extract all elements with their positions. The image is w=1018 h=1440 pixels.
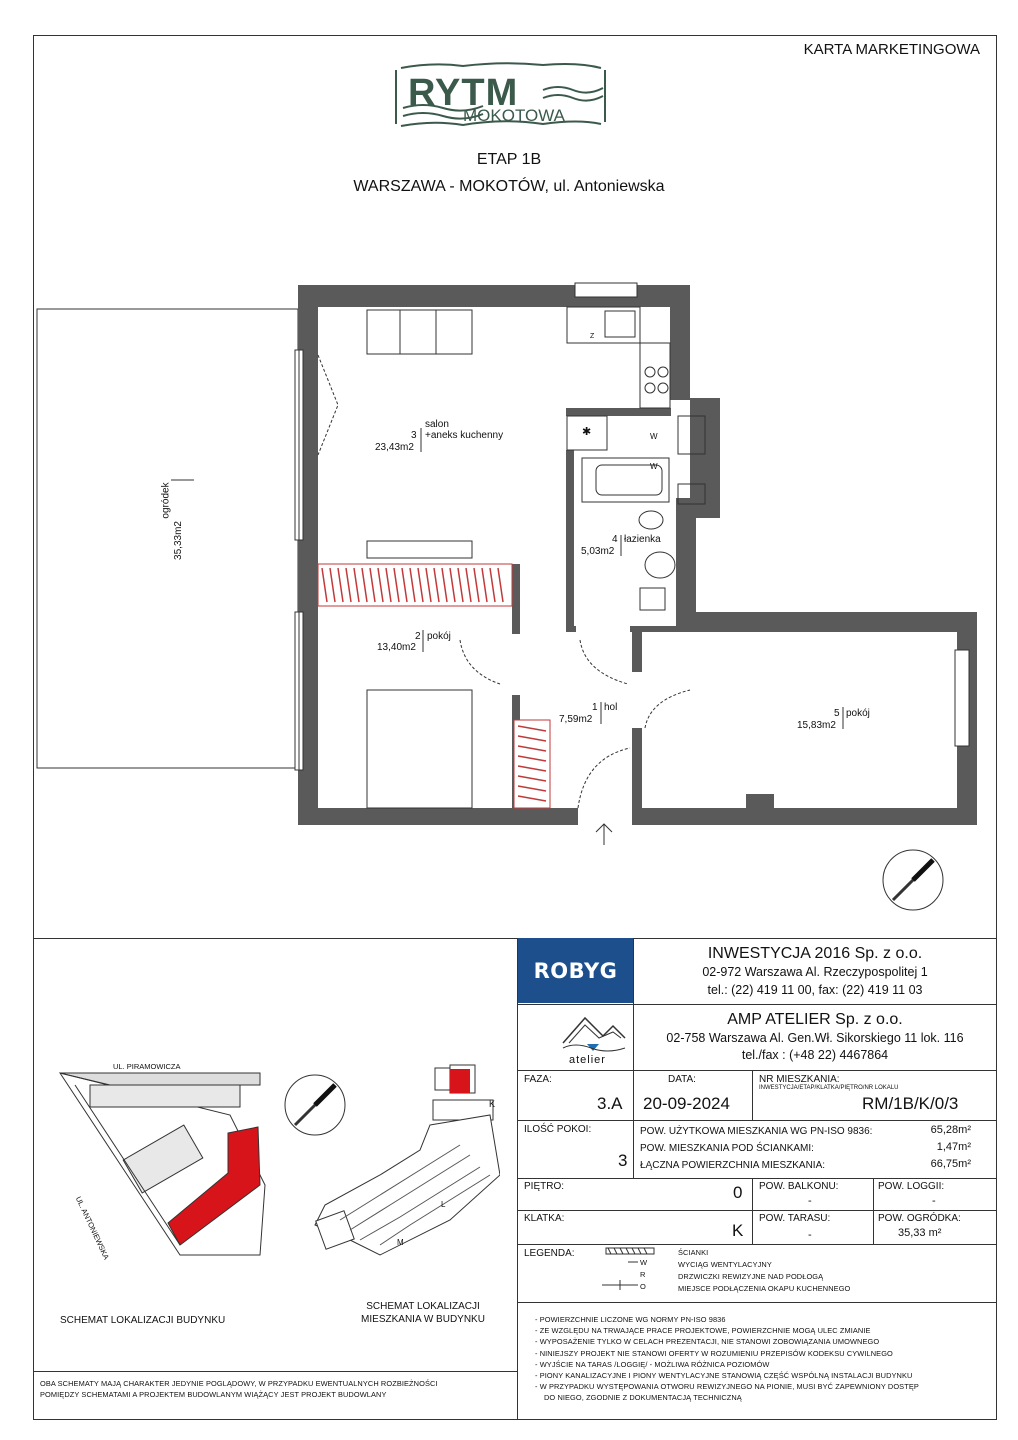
legend-sym-o: O <box>640 1282 646 1291</box>
room-1-area: 7,59m2 <box>559 714 593 725</box>
faza-label: FAZA: <box>524 1074 552 1085</box>
floor-value: 0 <box>733 1183 743 1202</box>
room-5-num: 5 <box>834 708 840 719</box>
room-2-name: pokój <box>427 631 451 642</box>
total-label: ŁĄCZNA POWIERZCHNIA MIESZKANIA: <box>640 1160 826 1171</box>
street-antoniewska: UL. ANTONIEWSKA <box>73 1195 112 1262</box>
stair-value: K <box>732 1221 744 1240</box>
flat-caption-2: MIESZKANIA W BUDYNKU <box>361 1314 485 1325</box>
address-title: WARSZAWA - MOKOTÓW, ul. Antoniewska <box>353 178 665 195</box>
room-1-num: 1 <box>592 702 598 713</box>
architect-name: AMP ATELIER Sp. z o.o. <box>727 1011 903 1028</box>
room-3-num: 3 <box>411 430 417 441</box>
room-5-area: 15,83m2 <box>797 720 836 731</box>
room-2-area: 13,40m2 <box>377 642 416 653</box>
nr-sub: INWESTYCJA/ETAP/KLATKA/PIĘTRO/NR LOKALU <box>759 1085 899 1091</box>
stair-label: KLATKA: <box>524 1213 565 1224</box>
flat-caption-1: SCHEMAT LOKALIZACJI <box>366 1301 480 1312</box>
logo-sub-text: MOKOTOWA <box>463 106 565 125</box>
marker-k: K <box>489 1099 496 1109</box>
street-piramowicza: UL. PIRAMOWICZA <box>113 1062 181 1071</box>
investor-phone: tel.: (22) 419 11 00, fax: (22) 419 11 03 <box>707 983 923 997</box>
faza-value: 3.A <box>597 1094 623 1113</box>
legend-item-3: DRZWICZKI REWIZYJNE NAD PODŁOGĄ <box>678 1272 824 1281</box>
fixture-w1: W <box>650 432 658 441</box>
rooms-label: ILOŚĆ POKOI: <box>524 1124 592 1135</box>
legend-item-4: MIEJSCE PODŁĄCZENIA OKAPU KUCHENNEGO <box>678 1284 851 1293</box>
legend-sym-w: W <box>640 1258 648 1267</box>
room-5-name: pokój <box>846 708 870 719</box>
fixture-w2: W <box>650 462 658 471</box>
data-value: 20-09-2024 <box>643 1094 730 1113</box>
robyg-logo: ROBYG <box>518 938 633 1003</box>
terrace-value: - <box>808 1229 812 1241</box>
building-caption: SCHEMAT LOKALIZACJI BUDYNKU <box>60 1315 226 1326</box>
legend-symbols <box>600 1246 660 1292</box>
room-1-name: hol <box>604 702 618 713</box>
nr-value: RM/1B/K/0/3 <box>862 1094 959 1113</box>
architect-address: 02-758 Warszawa Al. Gen.Wł. Sikorskiego 11 lok. 116 <box>666 1031 964 1045</box>
location-schemes <box>50 1055 500 1315</box>
marker-m: M <box>397 1238 404 1247</box>
garden-value: 35,33 m² <box>898 1227 942 1239</box>
legend-item-2: WYCIĄG WENTYLACYJNY <box>678 1260 772 1269</box>
room-4-num: 4 <box>612 534 618 545</box>
atelier-logo: atelier <box>555 1008 627 1068</box>
legend-sym-r: R <box>640 1270 646 1279</box>
loggia-value: - <box>932 1195 936 1207</box>
architect-phone: tel./fax : (+48 22) 4467864 <box>741 1048 889 1062</box>
walls <box>298 285 977 825</box>
stage-title: ETAP 1B <box>476 151 542 168</box>
fixture-z: Z <box>590 333 595 340</box>
garden-area-label: 35,33m2 <box>172 521 184 560</box>
room-4-name: łazienka <box>624 534 661 545</box>
under-walls-label: POW. MIESZKANIA POD ŚCIANKAMI: <box>640 1143 814 1154</box>
investor-name: INWESTYCJA 2016 Sp. z o.o. <box>707 945 923 962</box>
usable-label: POW. UŻYTKOWA MIESZKANIA WG PN-ISO 9836: <box>640 1126 873 1137</box>
room-3-area: 23,43m2 <box>375 442 414 453</box>
room-2-num: 2 <box>415 631 421 642</box>
disclaimer-line-2: POMIĘDZY SCHEMATAMI A PROJEKTEM BUDOWLANYM WIĄŻĄCY JEST PROJEKT BUDOWLANY <box>40 1390 387 1399</box>
loggia-label: POW. LOGGII: <box>878 1181 945 1192</box>
rooms-value: 3 <box>618 1151 628 1170</box>
balcony-value: - <box>808 1195 812 1207</box>
garden-label: POW. OGRÓDKA: <box>878 1213 961 1224</box>
legend-item-1: ŚCIANKI <box>678 1248 709 1257</box>
room-3-name2: +aneks kuchenny <box>425 430 504 441</box>
data-label: DATA: <box>668 1074 696 1085</box>
balcony-label: POW. BALKONU: <box>759 1181 839 1192</box>
nr-label: NR MIESZKANIA: <box>759 1074 840 1085</box>
legend-title: LEGENDA: <box>524 1248 575 1259</box>
card-title: KARTA MARKETINGOWA <box>803 41 980 58</box>
garden-name: ogródek <box>160 482 172 519</box>
fixture-star: ✱ <box>582 426 592 438</box>
usable-value: 65,28m² <box>930 1124 971 1136</box>
room-4-area: 5,03m2 <box>581 546 615 557</box>
room-3-name: salon <box>425 419 449 430</box>
floor-label: PIĘTRO: <box>524 1181 565 1192</box>
disclaimer-line-1: OBA SCHEMATY MAJĄ CHARAKTER JEDYNIE POGLĄDOWY, W PRZYPADKU EWENTUALNYCH ROZBIEŻNOŚCI <box>40 1379 438 1388</box>
garden-area <box>37 309 298 768</box>
total-value: 66,75m² <box>930 1158 971 1170</box>
logo-main-text: RYTM <box>408 72 519 114</box>
under-walls-value: 1,47m² <box>936 1141 971 1153</box>
terrace-label: POW. TARASU: <box>759 1213 831 1224</box>
marker-l: L <box>441 1200 446 1209</box>
investor-address: 02-972 Warszawa Al. Rzeczypospolitej 1 <box>702 965 928 979</box>
